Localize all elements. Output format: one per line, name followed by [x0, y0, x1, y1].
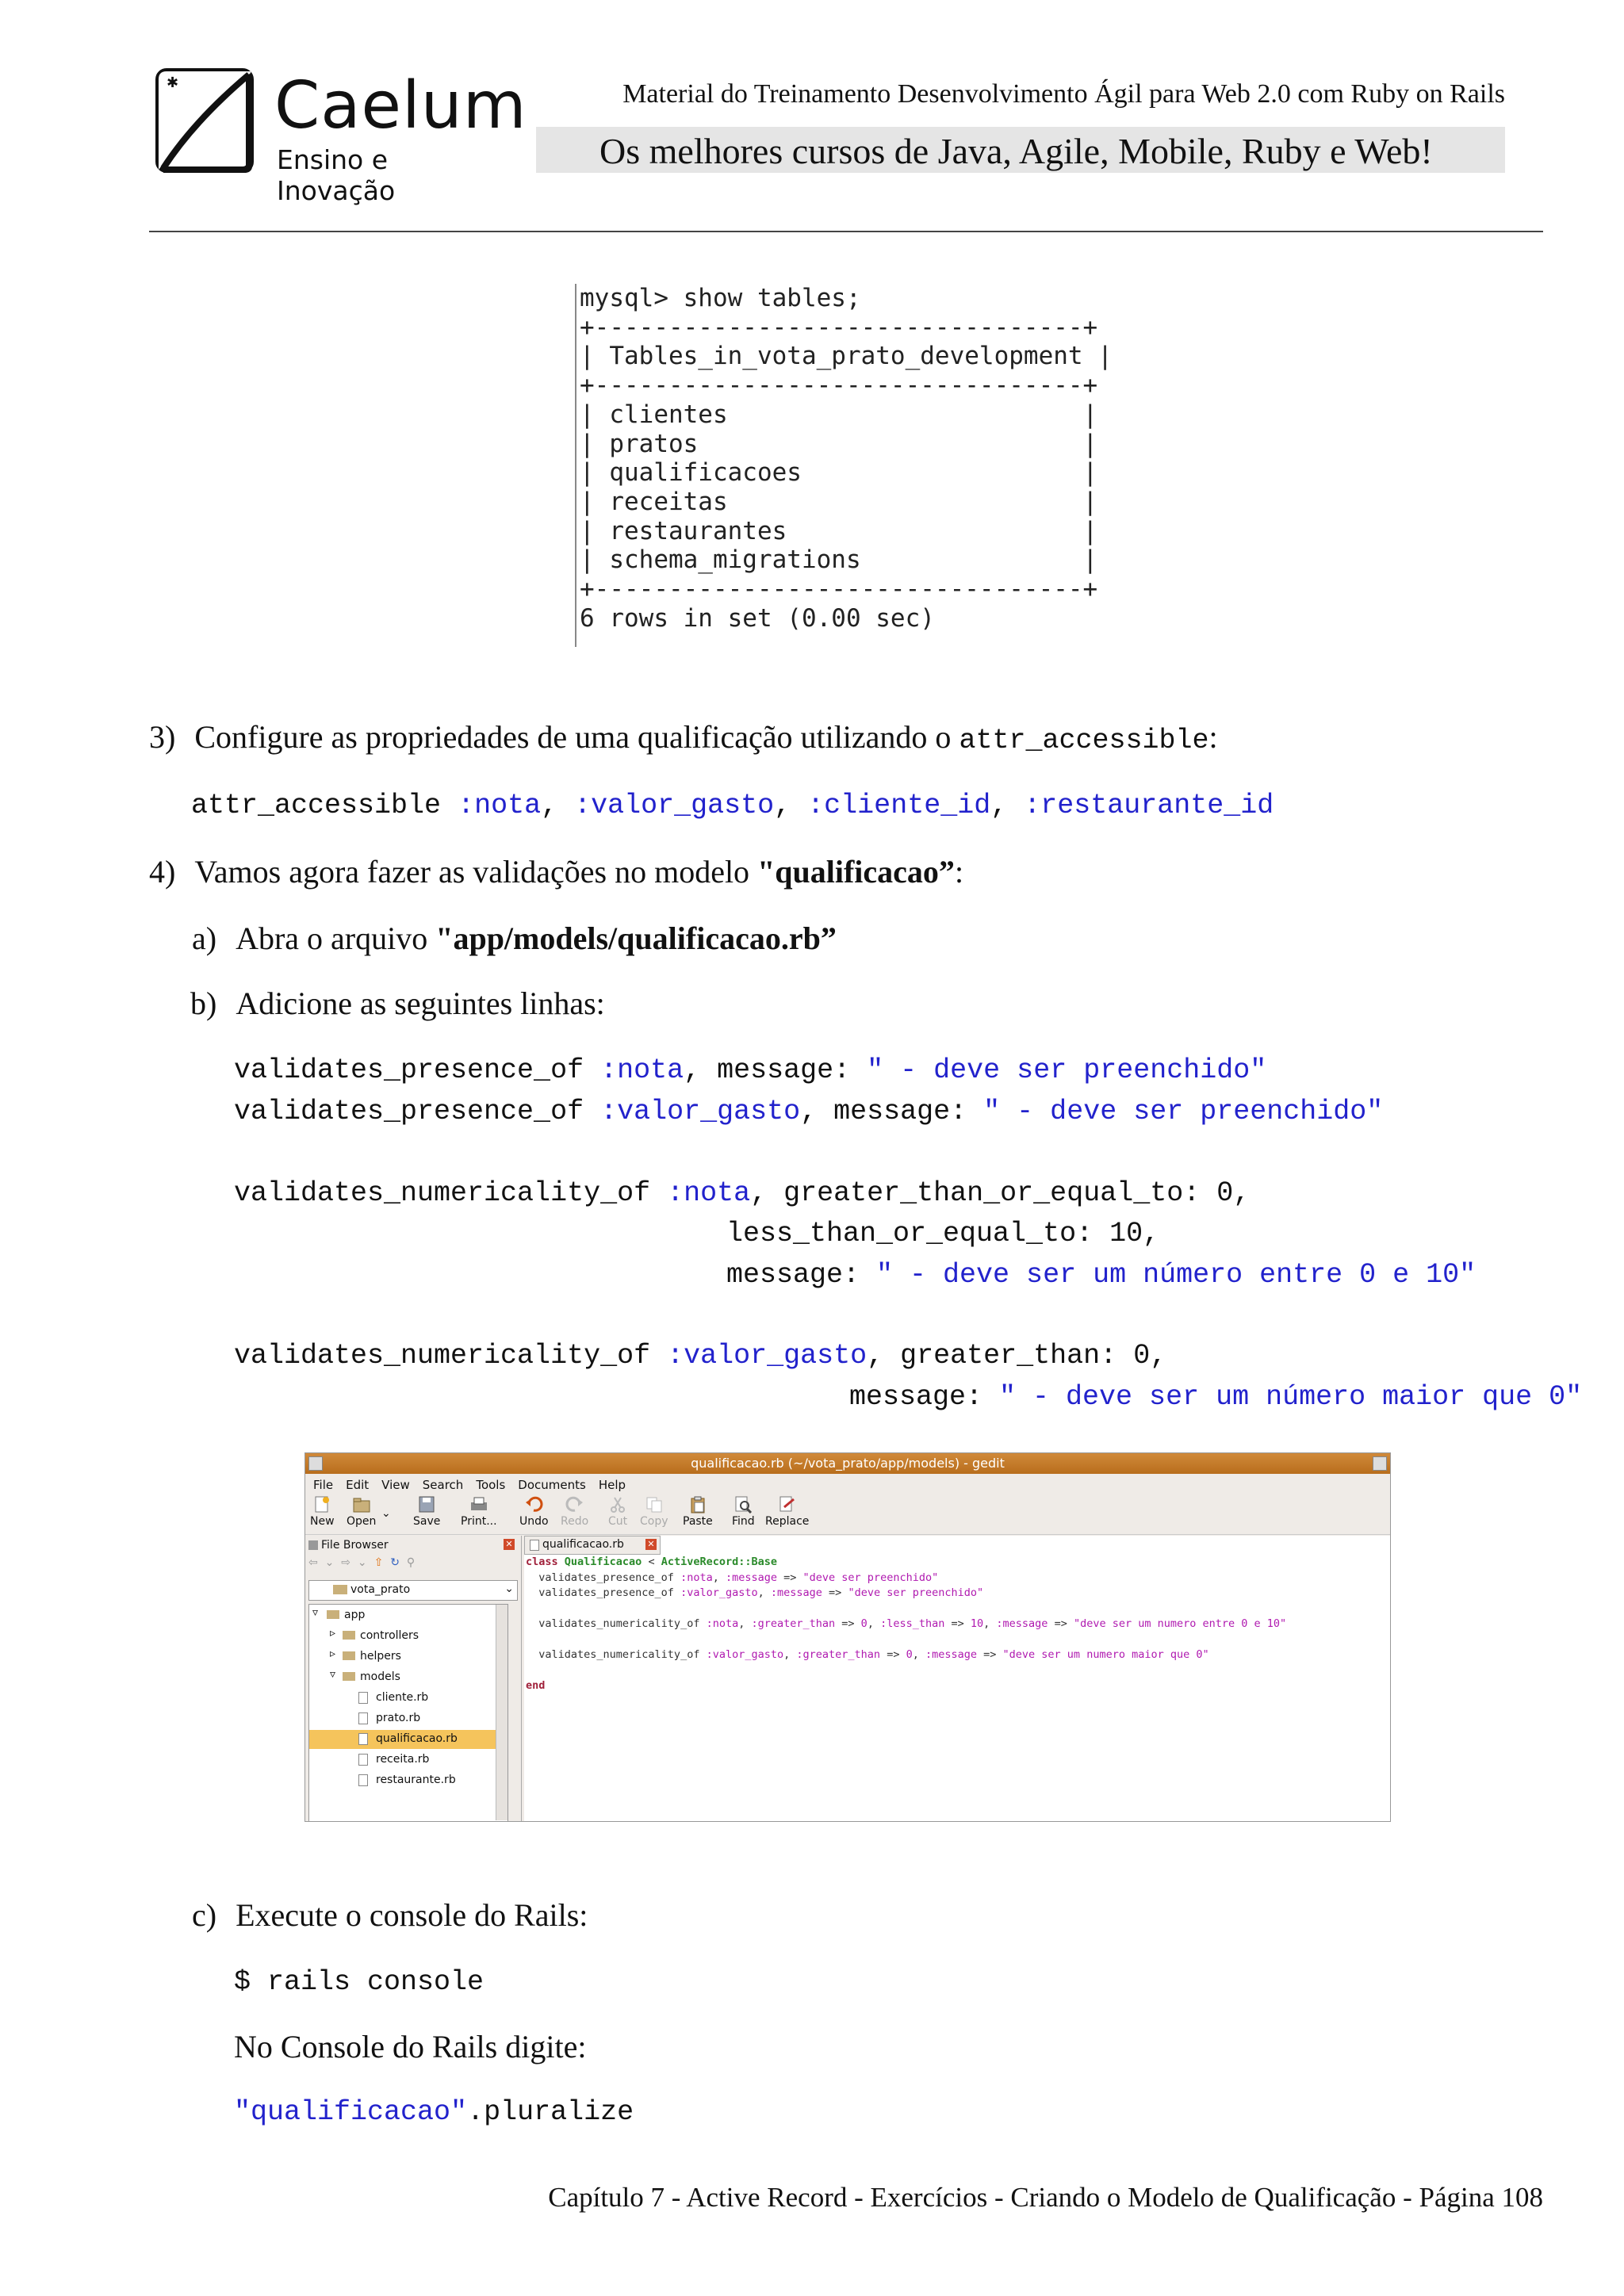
tree-item-cliente[interactable] [309, 1689, 508, 1708]
tree-item-models[interactable] [309, 1668, 508, 1687]
undo-icon [524, 1496, 543, 1513]
validation-line-2 [234, 1096, 1383, 1127]
code-sep: , [757, 1586, 771, 1599]
code-string: " - deve ser preenchido" [867, 1054, 1267, 1086]
mysql-line: | Tables_in_vota_prato_development | [580, 342, 1113, 371]
step-text: Configure as propriedades de uma qualificação utilizando o [194, 719, 959, 755]
replace-button[interactable] [765, 1496, 809, 1528]
paste-icon [688, 1496, 707, 1513]
tree-item-app[interactable] [309, 1606, 508, 1625]
code-sep: , [912, 1648, 925, 1661]
code-sep: , [783, 1648, 797, 1661]
code-symbol: :nota [680, 1571, 713, 1584]
step-3 [149, 718, 1218, 756]
code-keyword: class [526, 1556, 565, 1568]
code-symbol: :restaurante_id [1024, 790, 1274, 821]
toolbar-label: Open [347, 1515, 377, 1528]
rails-console-command: $ rails console [234, 1966, 485, 1998]
back-dropdown-icon[interactable]: ⌄ [324, 1556, 335, 1569]
ruby-file-icon [358, 1712, 368, 1724]
collapsed-arrow-icon[interactable]: ▹ [330, 1627, 336, 1640]
code-op: < [642, 1556, 661, 1568]
code-symbol: :valor_gasto [574, 790, 775, 821]
pluralize-code [234, 2096, 634, 2128]
mysql-line: +---------------------------------+ [580, 371, 1098, 400]
open-folder-icon [352, 1496, 371, 1513]
code-method: validates_numericality_of [526, 1617, 707, 1630]
toolbar-label: Redo [561, 1515, 589, 1528]
mysql-terminal-output [575, 284, 1113, 647]
toolbar-label: New [310, 1515, 335, 1528]
course-title: Material do Treinamento Desenvolvimento Ágil para Web 2.0 com Ruby on Rails [622, 79, 1505, 109]
mysql-line: | restaurantes | [580, 516, 1098, 545]
code-string: "deve ser um numero entre 0 e 10" [1073, 1617, 1287, 1630]
code-line-blank [526, 1663, 1286, 1679]
redo-icon [565, 1496, 584, 1513]
code-sep: , [712, 1571, 726, 1584]
logo-name: Caelum [274, 68, 527, 144]
tree-label: cliente.rb [376, 1691, 429, 1704]
step-4a [192, 920, 837, 957]
inline-code: attr_accessible [959, 725, 1209, 756]
tree-label: models [360, 1670, 400, 1683]
code-op: => [822, 1586, 848, 1599]
close-tab-icon[interactable]: ✕ [645, 1539, 657, 1550]
menu-edit[interactable]: Edit [346, 1478, 370, 1492]
code-op: => [944, 1617, 971, 1630]
step-letter: c) [192, 1897, 217, 1933]
code-op: => [977, 1648, 1003, 1661]
code-op: => [835, 1617, 861, 1630]
tree-scrollbar[interactable] [496, 1605, 508, 1820]
validation-line-1 [234, 1054, 1266, 1086]
tree-label: app [344, 1609, 366, 1621]
mysql-lines [580, 284, 1113, 633]
step-text: Abra o arquivo [236, 920, 436, 956]
mysql-line: | qualificacoes | [580, 458, 1098, 488]
caelum-logo [155, 68, 527, 206]
save-icon [417, 1496, 436, 1513]
code-string: "deve ser um numero maior que 0" [1002, 1648, 1209, 1661]
code-sep: , [541, 790, 575, 821]
code-symbol: :valor_gasto [706, 1648, 784, 1661]
tree-item-controllers[interactable] [309, 1627, 508, 1646]
page-footer: Capítulo 7 - Active Record - Exercícios - Criando o Modelo de Qualificação - Página 108 [548, 2182, 1543, 2213]
window-close-icon[interactable] [1373, 1456, 1387, 1471]
code-symbol: :less_than [880, 1617, 945, 1630]
code-method: validates_presence_of [234, 1096, 601, 1127]
tab-qualificacao[interactable] [524, 1536, 661, 1555]
code-method: validates_presence_of [234, 1054, 601, 1086]
tree-label: prato.rb [376, 1712, 421, 1724]
filter-icon[interactable]: ⚲ [406, 1556, 416, 1569]
file-browser-title: File Browser [321, 1539, 389, 1552]
step-4c [192, 1896, 588, 1934]
code-number: 0 [860, 1617, 868, 1630]
code-op: => [1048, 1617, 1074, 1630]
code-symbol: :nota [458, 790, 542, 821]
redo-button[interactable] [561, 1496, 588, 1528]
code-method: attr_accessible [191, 790, 458, 821]
tree-item-restaurante[interactable] [309, 1771, 508, 1790]
file-browser-panel [305, 1536, 522, 1821]
mysql-line: 6 rows in set (0.00 sec) [580, 603, 935, 633]
ruby-file-icon [358, 1774, 368, 1786]
code-line [526, 1555, 1286, 1571]
caelum-logo-mark-icon [155, 68, 254, 173]
code-method: validates_numericality_of [234, 1177, 668, 1209]
code-key: , message: [684, 1054, 868, 1086]
code-sep: , [990, 790, 1025, 821]
tree-label: helpers [360, 1650, 401, 1663]
copy-icon [645, 1496, 664, 1513]
refresh-icon[interactable]: ↻ [390, 1556, 400, 1569]
code-symbol: :valor_gasto [667, 1340, 868, 1372]
ruby-file-icon [530, 1540, 539, 1551]
code-op: => [880, 1648, 906, 1661]
header-banner [536, 127, 1505, 173]
code-string: " - deve ser um número entre 0 e 10" [876, 1259, 1477, 1291]
code-op: => [777, 1571, 803, 1584]
step-suffix: : [1208, 719, 1218, 755]
new-file-icon [312, 1496, 331, 1513]
code-key: , message: [800, 1096, 984, 1127]
code-string: "qualificacao" [234, 2096, 468, 2128]
code-symbol: :valor_gasto [600, 1096, 801, 1127]
code-class: ActiveRecord::Base [661, 1556, 778, 1568]
replace-icon [778, 1496, 797, 1513]
collapsed-arrow-icon[interactable]: ▹ [330, 1647, 336, 1660]
code-symbol: :nota [706, 1617, 739, 1630]
tab-label: qualificacao.rb [542, 1538, 624, 1551]
close-panel-icon[interactable]: ✕ [504, 1539, 515, 1550]
undo-button[interactable] [519, 1496, 549, 1528]
code-method: validates_numericality_of [234, 1340, 668, 1372]
gedit-toolbar [305, 1493, 1390, 1535]
menu-file[interactable]: File [313, 1478, 334, 1492]
code-key: message: [726, 1259, 877, 1291]
step-suffix: : [954, 854, 964, 890]
step-letter: a) [192, 920, 217, 956]
cut-button[interactable] [608, 1496, 627, 1528]
validation-line-5 [726, 1259, 1476, 1291]
print-icon [469, 1496, 488, 1513]
open-button[interactable] [347, 1496, 376, 1528]
ruby-file-icon [358, 1692, 368, 1704]
code-symbol: :valor_gasto [680, 1586, 758, 1599]
validation-line-6 [234, 1340, 1166, 1372]
gedit-titlebar [305, 1453, 1390, 1474]
menu-documents[interactable]: Documents [518, 1478, 586, 1492]
window-title: qualificacao.rb (~/vota_prato/app/models) - gedit [691, 1456, 1005, 1471]
validation-line-3 [234, 1177, 1250, 1209]
code-line [526, 1678, 1286, 1694]
code-sep: , [738, 1617, 752, 1630]
back-icon[interactable]: ⇦ [308, 1556, 318, 1569]
code-string: "deve ser preenchido" [848, 1586, 984, 1599]
new-button[interactable] [310, 1496, 335, 1528]
menu-view[interactable]: View [381, 1478, 410, 1492]
svg-text:✱: ✱ [167, 75, 179, 91]
open-dropdown-chevron-icon[interactable]: ⌄ [381, 1507, 391, 1520]
file-path: "app/models/qualificacao.rb” [435, 920, 837, 956]
mysql-line: mysql> show tables; [580, 284, 861, 312]
code-method: .pluralize [467, 2096, 634, 2128]
code-symbol: :message [925, 1648, 978, 1661]
gedit-window [304, 1452, 1391, 1822]
toolbar-label: Undo [519, 1515, 549, 1528]
mysql-line: | schema_migrations | [580, 545, 1098, 575]
menu-search[interactable]: Search [422, 1478, 464, 1492]
folder-name: vota_prato [350, 1583, 411, 1596]
code-args: , greater_than: 0, [867, 1340, 1167, 1372]
cut-icon [608, 1496, 627, 1513]
chevron-down-icon: ⌄ [504, 1582, 514, 1595]
tree-item-qualificacao[interactable] [309, 1730, 508, 1749]
copy-button[interactable] [640, 1496, 668, 1528]
tree-label: controllers [360, 1629, 419, 1642]
menu-help[interactable]: Help [598, 1478, 626, 1492]
attr-accessible-code [191, 790, 1274, 821]
toolbar-label: Cut [608, 1515, 628, 1528]
code-symbol: :cliente_id [807, 790, 991, 821]
code-line-blank [526, 1632, 1286, 1648]
code-line [526, 1586, 1286, 1601]
forward-icon[interactable]: ⇨ [341, 1556, 351, 1569]
expanded-arrow-icon[interactable]: ▿ [312, 1606, 319, 1619]
find-icon [733, 1496, 753, 1513]
ruby-file-icon [358, 1733, 368, 1745]
file-browser-nav [308, 1556, 516, 1574]
up-icon[interactable]: ⇧ [373, 1556, 384, 1569]
toolbar-label: Paste [683, 1515, 713, 1528]
code-symbol: :message [725, 1571, 778, 1584]
tree-label: restaurante.rb [376, 1774, 456, 1786]
code-line [526, 1571, 1286, 1586]
paste-button[interactable] [683, 1496, 713, 1528]
code-method: validates_numericality_of [526, 1648, 707, 1661]
console-instruction: No Console do Rails digite: [234, 2029, 587, 2064]
code-symbol: :message [770, 1586, 822, 1599]
code-symbol: :greater_than [796, 1648, 881, 1661]
code-sep: , [983, 1617, 997, 1630]
step-4 [149, 853, 963, 890]
code-line [526, 1647, 1286, 1663]
tree-item-prato[interactable] [309, 1709, 508, 1728]
code-class: Qualificacao [564, 1556, 642, 1568]
code-sep: , [774, 790, 808, 821]
toolbar-label: Save [413, 1515, 441, 1528]
tree-item-receita[interactable] [309, 1751, 508, 1770]
folder-icon [343, 1672, 355, 1681]
file-browser-icon [308, 1540, 318, 1550]
save-button[interactable] [413, 1496, 440, 1528]
editor-code[interactable] [526, 1555, 1286, 1694]
code-symbol: :message [996, 1617, 1048, 1630]
step-4b [190, 985, 605, 1022]
logo-tagline: Ensino e Inovação [277, 144, 396, 206]
code-string: " - deve ser preenchido" [983, 1096, 1384, 1127]
expanded-arrow-icon[interactable]: ▿ [330, 1668, 336, 1681]
code-sep: , [867, 1617, 881, 1630]
mysql-line: | receitas | [580, 487, 1098, 516]
step-text: Adicione as seguintes linhas: [236, 985, 605, 1021]
code-number: 0 [906, 1648, 913, 1661]
folder-icon [327, 1610, 339, 1619]
find-button[interactable] [732, 1496, 755, 1528]
gedit-menubar [305, 1474, 1390, 1493]
code-symbol: :greater_than [751, 1617, 836, 1630]
folder-icon [343, 1631, 355, 1640]
print-button[interactable] [461, 1496, 497, 1528]
code-number: 10 [970, 1617, 984, 1630]
folder-selector[interactable] [308, 1580, 518, 1601]
toolbar-label: Print... [461, 1515, 497, 1528]
code-args: , greater_than_or_equal_to: 0, [750, 1177, 1251, 1209]
step-letter: b) [190, 985, 217, 1021]
code-string: " - deve ser um número maior que 0" [999, 1381, 1583, 1413]
window-menu-icon[interactable] [308, 1456, 323, 1471]
code-symbol: :nota [667, 1177, 751, 1209]
toolbar-label: Replace [765, 1515, 810, 1528]
tree-label: receita.rb [376, 1753, 430, 1766]
mysql-line: | clientes | [580, 400, 1098, 429]
file-tree [308, 1604, 508, 1822]
mysql-line: +---------------------------------+ [580, 575, 1098, 604]
validation-line-4: less_than_or_equal_to: 10, [726, 1218, 1160, 1249]
folder-icon [333, 1585, 347, 1594]
code-line [526, 1617, 1286, 1632]
step-number: 4) [149, 854, 176, 890]
file-browser-header [308, 1539, 389, 1552]
validation-line-7 [849, 1381, 1582, 1413]
code-keyword: end [526, 1679, 546, 1692]
tree-label: qualificacao.rb [376, 1732, 458, 1745]
mysql-line: +---------------------------------+ [580, 312, 1098, 342]
ruby-file-icon [358, 1754, 368, 1766]
folder-icon [343, 1651, 355, 1660]
code-method: validates_presence_of [526, 1571, 681, 1584]
toolbar-label: Find [732, 1515, 755, 1528]
step-text: Execute o console do Rails: [236, 1897, 588, 1933]
code-method: validates_presence_of [526, 1586, 681, 1599]
code-line-blank [526, 1601, 1286, 1617]
editor-panel [524, 1536, 1390, 1821]
step-bold: "qualificacao” [757, 854, 955, 890]
banner-text: Os melhores cursos de Java, Agile, Mobile, Ruby e Web! [599, 131, 1433, 171]
tree-item-helpers[interactable] [309, 1647, 508, 1667]
toolbar-label: Copy [640, 1515, 668, 1528]
menu-tools[interactable]: Tools [476, 1478, 506, 1492]
step-text: Vamos agora fazer as validações no modelo [194, 854, 758, 890]
forward-dropdown-icon[interactable]: ⌄ [357, 1556, 367, 1569]
header-divider [149, 231, 1543, 232]
mysql-line: | pratos | [580, 429, 1098, 458]
code-symbol: :nota [600, 1054, 684, 1086]
step-number: 3) [149, 719, 176, 755]
code-string: "deve ser preenchido" [802, 1571, 939, 1584]
code-key: message: [849, 1381, 1000, 1413]
